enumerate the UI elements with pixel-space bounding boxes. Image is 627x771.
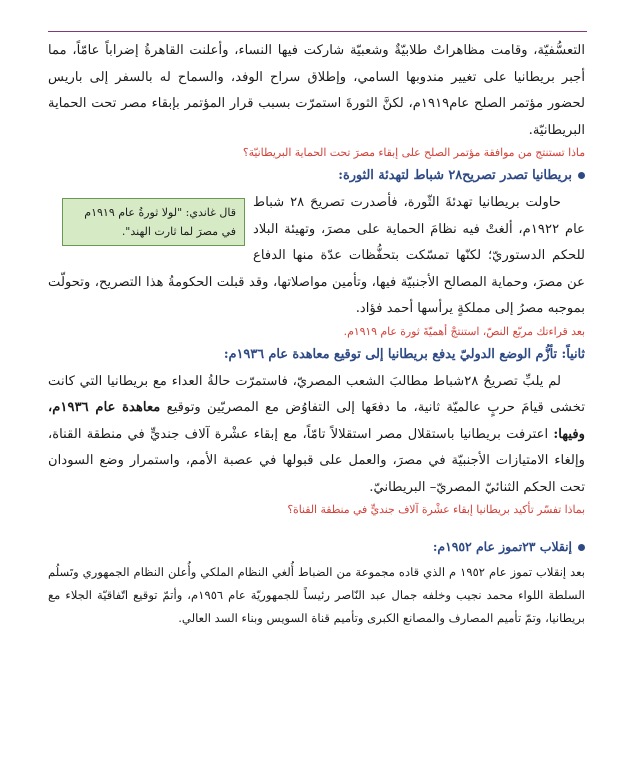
heading-3 (48, 535, 585, 559)
top-rule (48, 31, 587, 32)
quote-box: قال غاندي: "لولا ثورةُ عام ١٩١٩م في مصرَ لما ثارت الهند". (62, 198, 245, 246)
heading-3-text: إنقلاب ٢٣تموز عام ١٩٥٢م: (432, 539, 572, 554)
paragraph-3 (48, 369, 585, 502)
heading-1 (48, 164, 585, 188)
paragraph-3-bold: معاهدة عام ١٩٣٦م، وفيها: (48, 400, 585, 442)
heading-2: ثانياً: تأزُّم الوضع الدوليّ يدفع بريطانيا إلى توقيع معاهدة عام ١٩٣٦م: (223, 346, 585, 362)
bullet-icon (578, 172, 585, 179)
bullet-icon (578, 544, 585, 551)
paragraph-4: بعد إنقلاب تموز عام ١٩٥٢ م الذي قاده مجموعة من الضباط أُلغي النظام الملكي وأُعلن النظام الجمهوري وتَسلُم السلطة اللواء محمد نجيب وخلفه جمال عبد النّاصر رئيساً للجمهوريّة عام ١٩٥٦م، وأتمّ توقيع اتّفاقيّة الجلاء مع بريطانيا، وتمّ تأميم المصارف والمصانع الكبرى وتأميم قناة السويس وبناء السد العالي. (48, 565, 585, 625)
paragraph-2: حاولت بريطانيا تهدئةَ الثّورة، فأصدرت تصريحَ ٢٨ شباط عام ١٩٢٢م، ألغتْ فيه نظامَ الحماية على مصرَ، وتهيئة البلاد للحكم الدستوريّ؛ لكنّها تمسّكت بتحفُّظات عدّة منها الدفاع عن مصرَ، وحماية المصالح الأجنبيّة فيها، وتأمين مواصلاتها، وقد قبلت الحكومةُ هذا التصريح، وتحولّت بموجبه مصرُ إلى مملكةٍ يرأسها أحمد فؤاد. (48, 195, 585, 316)
question-3: بماذا تفسّر تأكيد بريطانيا إبقاء عشْرة آلاف جنديٍّ في منطقة القناة؟ (287, 503, 585, 516)
heading-1-text: بريطانيا تصدر تصريح٢٨ شباط لتهدئة الثورة: (338, 168, 572, 183)
intro-paragraph: التعسُّفيّة، وقامت مظاهراتٌ طلابيّةٌ وشعبيّة شاركت فيها النساء، وأعلنت القاهرةُ إضراباً عامّاً، مما أجبر بريطانيا على تغيير مندوبها السامي، وإطلاق سراح الوفد، والسماح له بالسفر إلى باريس لحضور مؤتمر الصلح عام١٩١٩م، لكنَّ الثورةَ استمرّت بسبب قرار المؤتمر بإبقاء مصر تحت الحماية البريطانيّة. (48, 43, 585, 138)
content (48, 38, 585, 630)
question-2: بعد قراءتك مربّع النصّ، استنتجْ أهميّةَ ثورة عام ١٩١٩م. (343, 324, 585, 338)
section-3 (48, 535, 585, 630)
question-1: ماذا تستنتج من موافقة مؤتمر الصلح على إبقاء مصرَ تحت الحماية البريطانيّة؟ (242, 146, 585, 159)
section-1-body (48, 190, 585, 323)
paragraph-3-part-1: لم يلبِّ تصريحُ ٢٨شباط مطالبَ الشعب المصريّ، فاستمرّت حالةُ العداء مع بريطانيا التي كانت تخشى قيامَ حربٍ عالميّة ثانية، ما دفعَها إلى التفاوُض مع المصريّين وتوقيع (48, 373, 585, 415)
paragraph-3-part-2: اعترفت بريطانيا باستقلال مصر استقلالاً تامّاً، مع إبقاء عشْرة آلاف جنديٍّ في منطقة القناة، وإلغاء الامتيازات الأجنبيّة في مصرَ، والعمل على قبولها في عصبة الأمم، واستمرار وضع السودان تحت الحكم الثنائيّ المصريّ– البريطانيّ. (48, 426, 585, 495)
